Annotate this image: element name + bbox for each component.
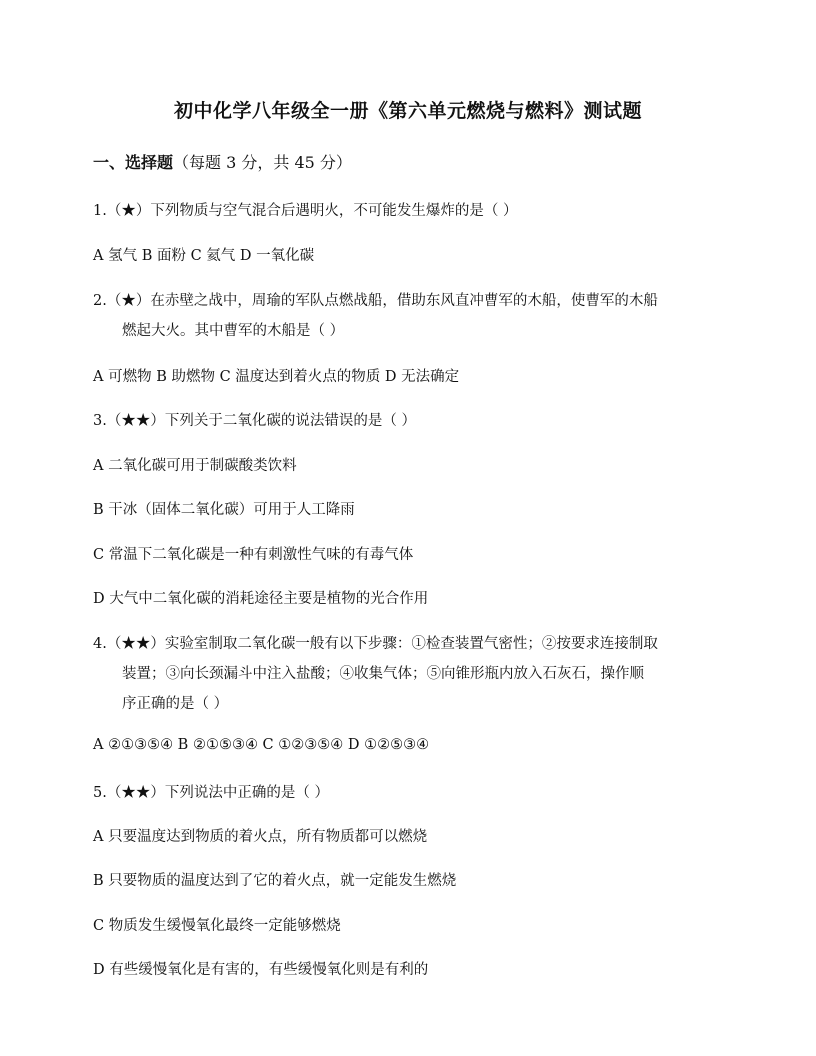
question-2-options: A 可燃物 B 助燃物 C 温度达到着火点的物质 D 无法确定 — [93, 369, 460, 385]
question-5-option-d: D 有些缓慢氧化是有害的，有些缓慢氧化则是有利的 — [93, 962, 429, 978]
question-5-option-c: C 物质发生缓慢氧化最终一定能够燃烧 — [93, 918, 341, 934]
question-1-stem: 1.（★）下列物质与空气混合后遇明火，不可能发生爆炸的是（ ） — [93, 203, 518, 219]
question-5-option-a: A 只要温度达到物质的着火点，所有物质都可以燃烧 — [93, 829, 428, 845]
question-3-option-a: A 二氧化碳可用于制碳酸类饮料 — [93, 458, 297, 474]
document-title: 初中化学八年级全一册《第六单元燃烧与燃料》测试题 — [173, 100, 642, 122]
question-2-stem: 2.（★）在赤壁之战中，周瑜的军队点燃战船，借助东风直冲曹军的木船，使曹军的木船 — [93, 293, 658, 309]
question-5-stem: 5.（★★）下列说法中正确的是（ ） — [93, 785, 329, 801]
section-score-note: （每题 3 分，共 45 分） — [173, 153, 352, 172]
question-3-option-d: D 大气中二氧化碳的消耗途径主要是植物的光合作用 — [93, 591, 429, 607]
section-heading — [93, 150, 352, 173]
question-1-options: A 氢气 B 面粉 C 氦气 D 一氧化碳 — [93, 248, 315, 264]
question-3-option-b: B 干冰（固体二氧化碳）可用于人工降雨 — [93, 502, 355, 518]
question-2-stem-cont: 燃起大火。其中曹军的木船是（ ） — [122, 323, 345, 339]
question-4-stem: 4.（★★）实验室制取二氧化碳一般有以下步骤：①检查装置气密性；②按要求连接制取 — [93, 636, 658, 652]
question-4-stem-cont-1: 装置；③向长颈漏斗中注入盐酸；④收集气体；⑤向锥形瓶内放入石灰石，操作顺 — [122, 666, 644, 682]
section-heading-label: 一、选择题 — [93, 153, 174, 172]
question-3-option-c: C 常温下二氧化碳是一种有刺激性气味的有毒气体 — [93, 547, 414, 563]
question-4-stem-cont-2: 序正确的是（ ） — [122, 696, 229, 712]
question-5-option-b: B 只要物质的温度达到了它的着火点，就一定能发生燃烧 — [93, 873, 457, 889]
question-3-stem: 3.（★★）下列关于二氧化碳的说法错误的是（ ） — [93, 413, 416, 429]
question-4-options: A ②①③⑤④ B ②①⑤③④ C ①②③⑤④ D ①②⑤③④ — [93, 737, 430, 753]
